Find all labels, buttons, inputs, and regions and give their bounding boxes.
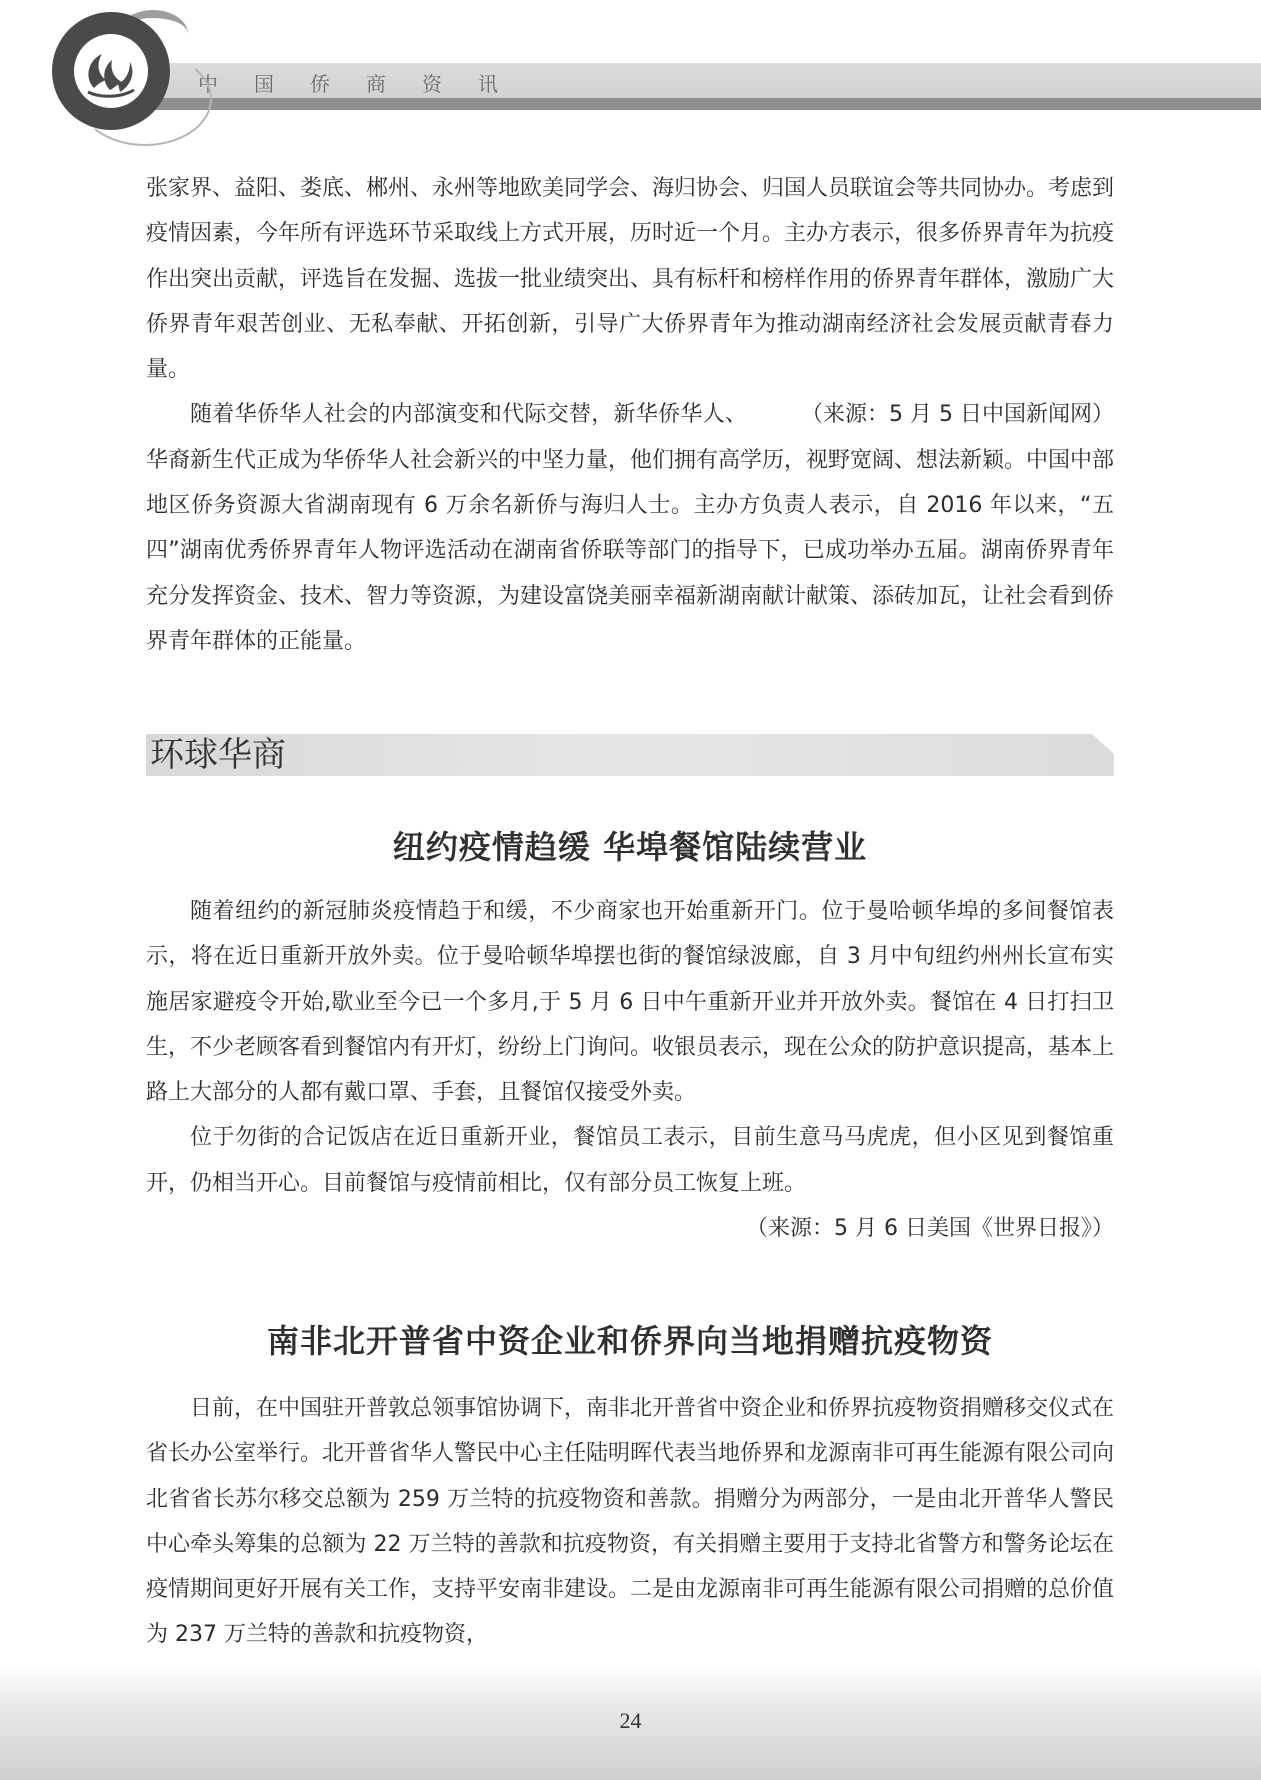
- source-citation: （来源：5 月 6 日美国《世界日报》）: [746, 1216, 1114, 1242]
- paragraph: 张家界、益阳、娄底、郴州、永州等地欧美同学会、海归协会、归国人员联谊会等共同协办。考虑到疫情因素，今年所有评选环节采取线上方式开展，历时近一个月。主办方表示，很多侨界青年为抗疫作出突出贡献，评选旨在发掘、选拔一批业绩突出、具有标杆和榜样作用的侨界青年群体，激励广大侨界青年艰苦创业、无私奉献、开拓创新，引导广大侨界青年为推动湖南经济社会发展贡献青春力量。: [146, 176, 1115, 383]
- paragraph: 日前，在中国驻开普敦总领事馆协调下，南非北开普省中资企业和侨界抗疫物资捐赠移交仪式在省长办公室举行。北开普省华人警民中心主任陆明晖代表当地侨界和龙源南非可再生能源有限公司向北省省长苏尔移交总额为 259 万兰特的抗疫物资和善款。捐赠分为两部分，一是由北开普华人警民中心牵头筹集的总额为 22 万兰特的善款和抗疫物资，有关捐赠主要用于支持北省警方和警务论坛在疫情期间更好开展有关工作，支持平安南非建设。二是由龙源南非可再生能源有限公司捐赠的总价值为 237 万兰特的善款和抗疫物资，: [146, 1396, 1115, 1648]
- publication-title: 中国侨商资讯: [198, 72, 534, 96]
- section-title: 环球华商: [150, 735, 286, 775]
- paragraph: 位于勿街的合记饭店在近日重新开业，餐馆员工表示，目前生意马马虎虎，但小区见到餐馆重开，仍相当开心。目前餐馆与疫情前相比，仅有部分员工恢复上班。: [146, 1125, 1114, 1196]
- source-citation: （来源：5 月 5 日中国新闻网）: [801, 402, 1114, 428]
- article-continuation: [146, 166, 1114, 664]
- article-body: [146, 889, 1114, 1251]
- paragraph: 随着纽约的新冠肺炎疫情趋于和缓，不少商家也开始重新开门。位于曼哈顿华埠的多间餐馆表示，将在近日重新开放外卖。位于曼哈顿华埠摆也街的餐馆绿波廊，自 3 月中旬纽约州州长宣布实施居家避疫令开始,歇业至今已一个多月,于 5 月 6 日中午重新开业并开放外卖。餐馆在 4 日打扫卫生，不少老顾客看到餐馆内有开灯，纷纷上门询问。收银员表示，现在公众的防护意识提高，基本上路上大部分的人都有戴口罩、手套，且餐馆仅接受外卖。: [146, 899, 1115, 1106]
- page-number: 24: [619, 1708, 642, 1733]
- section-banner-shape: [146, 734, 1114, 776]
- article-body: [146, 1386, 1114, 1658]
- logo-emblem-icon: [80, 42, 142, 102]
- section-banner: [146, 734, 1114, 776]
- paragraph-text: 随着华侨华人社会的内部演变和代际交替，新华侨华人、华裔新生代正成为华侨华人社会新兴的中坚力量，他们拥有高学历，视野宽阔、想法新颖。中国中部地区侨务资源大省湖南现有 6 万余名新侨与海归人士。主办方负责人表示，自 2016 年以来，“五四”湖南优秀侨界青年人物评选活动在湖南省侨联等部门的指导下，已成功举办五届。湖南侨界青年充分发挥资金、技术、智力等资源，为建设富饶美丽幸福新湖南献计献策、添砖加瓦，让社会看到侨界青年群体的正能量。: [146, 402, 1115, 654]
- header-band-shadow: [148, 98, 1261, 110]
- paragraph: [146, 392, 1114, 664]
- federation-logo: [52, 12, 182, 142]
- article-title: 南非北开普省中资企业和侨界向当地捐赠抗疫物资: [266, 1322, 993, 1360]
- article-title: 纽约疫情趋缓 华埠餐馆陆续营业: [392, 828, 868, 866]
